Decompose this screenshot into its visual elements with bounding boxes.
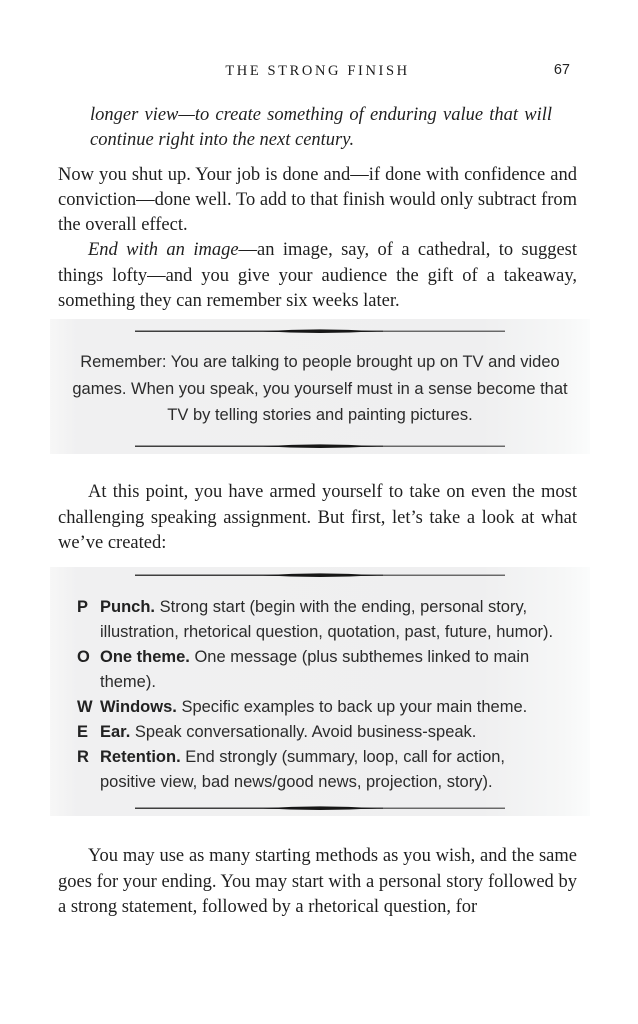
swell-rule-divider-icon xyxy=(135,441,505,451)
paragraph-now-you-shut-up: Now you shut up. Your job is done and—if done with confidence and conviction—done well. To add to that finish would only subtract from the overall effect. xyxy=(58,164,577,236)
power-term: Punch. xyxy=(100,597,156,616)
power-desc: Specific examples to back up your main theme. xyxy=(181,697,528,716)
page-number: 67 xyxy=(553,62,570,78)
power-letter: P xyxy=(77,597,89,616)
power-letter: R xyxy=(77,747,89,766)
power-list xyxy=(50,595,590,795)
quote-continuation: longer view—to create something of enduring value that will continue right into the next century. xyxy=(90,105,552,151)
power-term: Ear. xyxy=(100,722,131,741)
remember-callout-text: Remember: You are talking to people brought up on TV and video games. When you speak, you yourself must in a sense become that TV by telling stories and painting pictures. xyxy=(72,353,568,425)
power-item-ear xyxy=(50,720,564,745)
paragraph-rest: —an image, say, of a cathedral, to suggest things lofty—and you give your audience the gift of a takeaway, something they can remember six weeks later. xyxy=(58,240,577,312)
power-item-punch xyxy=(50,595,564,645)
power-item-one-theme xyxy=(50,645,564,695)
paragraph-end-with-an-image xyxy=(58,238,577,314)
swell-rule-divider-icon xyxy=(135,570,505,580)
power-desc: Strong start (begin with the ending, personal story, illustration, rhetorical question, quotation, past, future, humor). xyxy=(100,597,554,641)
power-desc: Speak conversationally. Avoid business-speak. xyxy=(134,722,477,741)
power-item-windows xyxy=(50,695,564,720)
remember-callout-box xyxy=(50,319,590,454)
power-desc: One message (plus subthemes linked to main theme). xyxy=(100,647,530,691)
power-letter: O xyxy=(77,647,90,666)
paragraph-at-this-point: At this point, you have armed yourself to take on even the most challenging speaking assignment. But first, let’s take a look at what we’ve created: xyxy=(58,482,577,553)
power-letter: W xyxy=(77,697,93,716)
swell-rule-divider-icon xyxy=(135,326,505,336)
power-desc: End strongly (summary, loop, call for action, positive view, bad news/good news, projection, story). xyxy=(100,747,506,791)
power-term: Windows. xyxy=(100,697,177,716)
paragraph-you-may-use: You may use as many starting methods as you wish, and the same goes for your ending. You may start with a personal story followed by a strong statement, followed by a rhetorical question, for xyxy=(58,846,577,917)
power-letter: E xyxy=(77,722,89,741)
power-acronym-box xyxy=(50,567,590,816)
swell-rule-divider-icon xyxy=(135,803,505,813)
running-header xyxy=(58,62,577,80)
italic-lead-phrase: End with an image xyxy=(88,240,239,261)
power-item-retention xyxy=(50,745,564,795)
running-header-title: THE STRONG FINISH xyxy=(225,63,410,79)
power-term: Retention. xyxy=(100,747,181,766)
power-term: One theme. xyxy=(100,647,190,666)
